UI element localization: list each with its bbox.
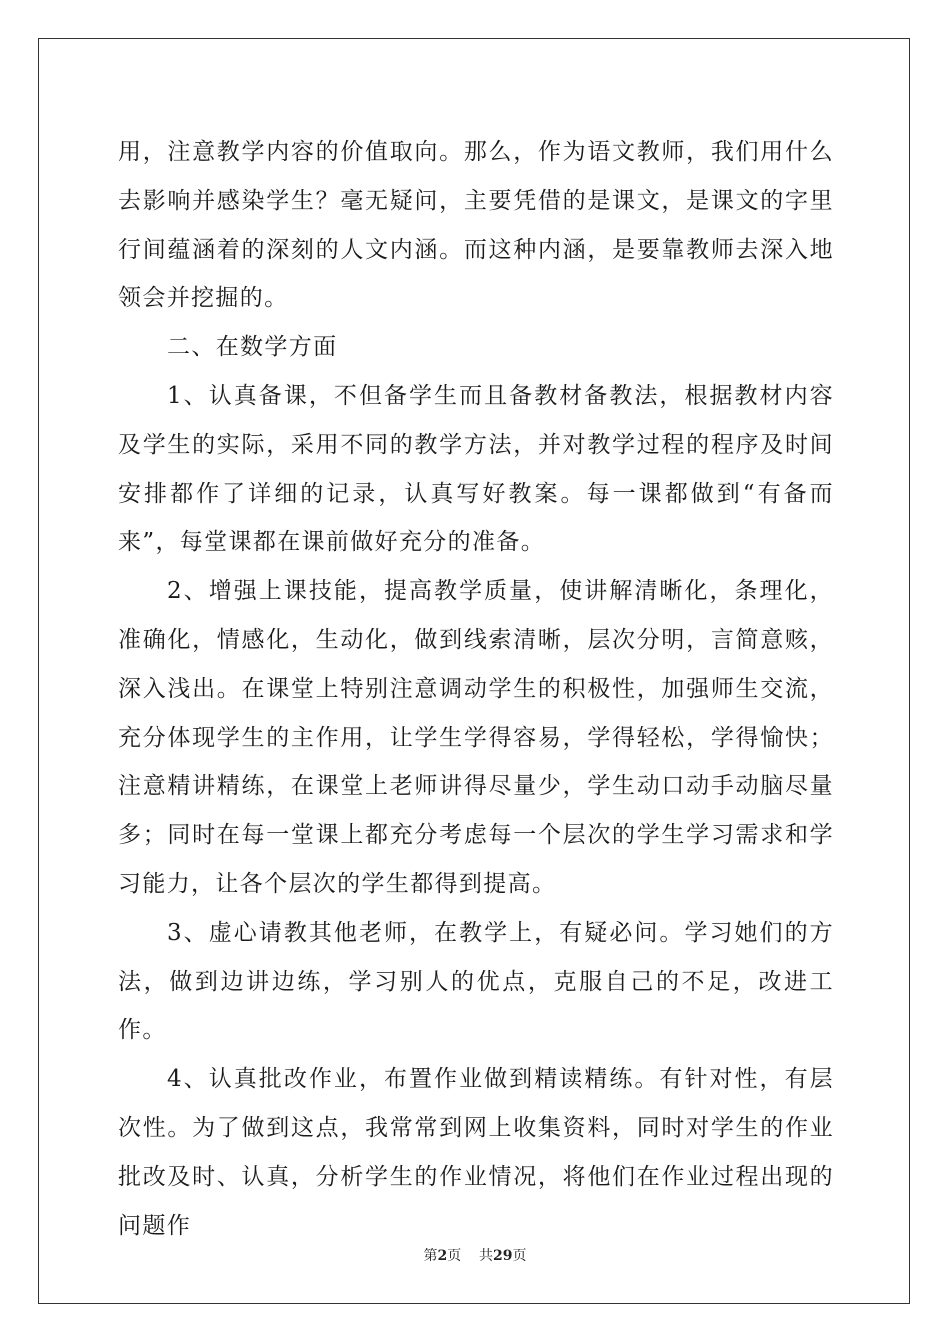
paragraph: 3、虚心请教其他老师，在教学上，有疑必问。学习她们的方法，做到边讲边练，学习别人的优点，克服自己的不足，改进工作。	[118, 919, 834, 1044]
paragraph: 1、认真备课，不但备学生而且备教材备教法，根据教材内容及学生的实际，采用不同的教学方法，并对教学过程的程序及时间安排都作了详细的记录，认真写好教案。每一课都做到“有备而来”，每堂课都在课前做好充分的准备。	[118, 382, 834, 556]
page-number: 2	[437, 1248, 448, 1264]
paragraph: 2、增强上课技能，提高教学质量，使讲解清晰化，条理化，准确化，情感化，生动化，做到线索清晰，层次分明，言简意赅，深入浅出。在课堂上特别注意调动学生的积极性，加强师生交流，充分体现学生的主作用，让学生学得容易，学得轻松，学得愉快；注意精讲精练，在课堂上老师讲得尽量少，学生动口动手动脑尽量多；同时在每一堂课上都充分考虑每一个层次的学生学习需求和学习能力，让各个层次的学生都得到提高。	[118, 578, 834, 897]
total-suffix: 页	[512, 1248, 527, 1264]
page-suffix: 页	[447, 1248, 462, 1264]
page-footer	[0, 1245, 950, 1265]
section-heading: 二、在数学方面	[167, 334, 338, 361]
total-pages: 29	[493, 1248, 513, 1264]
paragraph: 用，注意教学内容的价值取向。那么，作为语文教师，我们用什么去影响并感染学生？毫无疑问，主要凭借的是课文，是课文的字里行间蕴涵着的深刻的人文内涵。而这种内涵，是要靠教师去深入地领会并挖掘的。	[118, 139, 834, 312]
page-prefix: 第	[423, 1248, 438, 1264]
paragraph: 4、认真批改作业，布置作业做到精读精练。有针对性，有层次性。为了做到这点，我常常到网上收集资料，同时对学生的作业批改及时、认真，分析学生的作业情况，将他们在作业过程出现的问题作	[118, 1066, 834, 1239]
document-body	[118, 128, 834, 1250]
total-prefix: 共	[479, 1248, 494, 1264]
